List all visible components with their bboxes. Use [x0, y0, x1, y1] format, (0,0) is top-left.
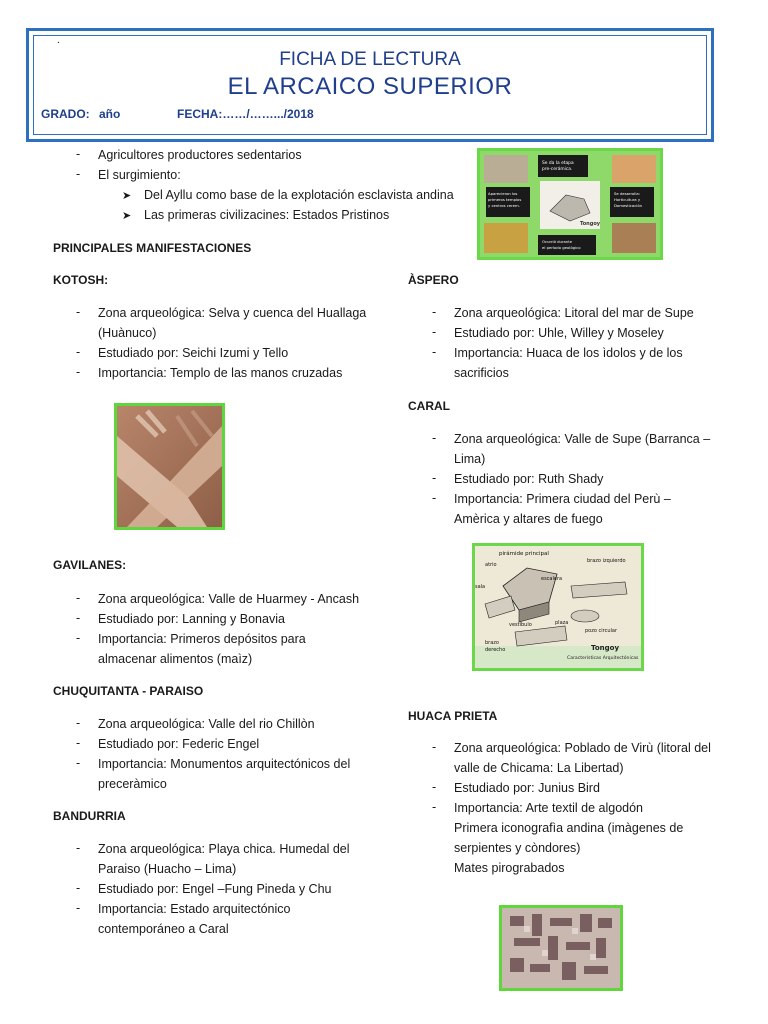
- plan-label-vestibulo: vestíbulo: [509, 622, 532, 628]
- bandurria-zona: Zona arqueológica: Playa chica. Humedal del: [98, 842, 350, 856]
- bullet-dash: -: [76, 756, 81, 770]
- caral-importancia-cont: Amèrica y altares de fuego: [454, 512, 603, 526]
- bullet-dash: -: [76, 611, 81, 625]
- fecha-label: FECHA:……/…….../2018: [177, 107, 314, 121]
- bullet-dash: -: [432, 740, 437, 754]
- caral-importancia: Importancia: Primera ciudad del Perù –: [454, 492, 671, 506]
- svg-text:Domesticación: Domesticación: [614, 203, 643, 208]
- bullet-dash: -: [432, 491, 437, 505]
- plan-label-sala: sala: [475, 584, 486, 590]
- kotosh-importancia: Importancia: Templo de las manos cruzadas: [98, 366, 343, 380]
- kotosh-heading: KOTOSH:: [53, 273, 109, 287]
- plan-caption: Características Arquitectónicas: [567, 656, 639, 661]
- bullet-dash: -: [76, 167, 81, 181]
- huaca-zona-cont: valle de Chicama: La Libertad): [454, 761, 624, 775]
- plan-label-brazo-der: brazo: [485, 640, 499, 646]
- bullet-dash: -: [76, 841, 81, 855]
- chuquitanta-estudiado: Estudiado por: Federic Engel: [98, 737, 260, 751]
- bandurria-zona-cont: Paraiso (Huacho – Lima): [98, 862, 237, 876]
- bullet-dash: -: [76, 365, 81, 379]
- chuquitanta-importancia: Importancia: Monumentos arquitectónicos del: [98, 757, 351, 771]
- bandurria-importancia: Importancia: Estado arquitectónico: [98, 902, 291, 916]
- bullet-dash: -: [76, 147, 81, 161]
- huaca-importancia-cont: Primera iconografìa andina (imàgenes de: [454, 821, 684, 835]
- bullet-dash: -: [432, 431, 437, 445]
- kotosh-zona: Zona arqueológica: Selva y cuenca del Huallaga: [98, 306, 367, 320]
- chuquitanta-heading: CHUQUITANTA - PARAISO: [53, 684, 204, 698]
- plan-label-atrio: atrio: [485, 562, 497, 568]
- plan-label-piramide: pirámide principal: [499, 551, 549, 557]
- arrow-bullet-icon: ➤: [122, 210, 132, 222]
- grado-label: GRADO:: [41, 107, 90, 121]
- huaca-importancia: Importancia: Arte textil de algodón: [454, 801, 644, 815]
- bullet-dash: -: [76, 736, 81, 750]
- gavilanes-heading: GAVILANES:: [53, 558, 127, 572]
- huaca-importancia-cont: serpientes y còndores): [454, 841, 581, 855]
- intro-item: Agricultores productores sedentarios: [98, 148, 302, 162]
- intro-item: El surgimiento:: [98, 168, 181, 182]
- document-subtitle: EL ARCAICO SUPERIOR: [227, 73, 513, 100]
- textile-image: [499, 905, 623, 991]
- bullet-dash: -: [76, 345, 81, 359]
- header-box: [26, 28, 714, 142]
- gavilanes-zona: Zona arqueológica: Valle de Huarmey - Ancash: [98, 592, 360, 606]
- chuquitanta-zona: Zona arqueológica: Valle del rio Chillòn: [98, 717, 315, 731]
- diagram-brand-text: Tongoy: [580, 221, 601, 227]
- plan-label-pozo: pozo circular: [585, 628, 618, 634]
- caral-estudiado: Estudiado por: Ruth Shady: [454, 472, 604, 486]
- bullet-dash: -: [432, 345, 437, 359]
- intro-subitem: Las primeras civilizacines: Estados Pristinos: [144, 208, 390, 222]
- bullet-dash: -: [76, 591, 81, 605]
- svg-text:el período geológico: el período geológico: [542, 245, 581, 250]
- huaca-importancia-cont: Mates pirograbados: [454, 861, 565, 875]
- bandurria-estudiado: Estudiado por: Engel –Fung Pineda y Chu: [98, 882, 332, 896]
- bullet-dash: -: [432, 800, 437, 814]
- chuquitanta-importancia-cont: preceràmico: [98, 777, 167, 791]
- plan-brand: Tongoy: [591, 644, 620, 652]
- caral-zona: Zona arqueológica: Valle de Supe (Barranca –: [454, 432, 711, 446]
- huaca-prieta-heading: HUACA PRIETA: [408, 709, 498, 723]
- huaca-estudiado: Estudiado por: Junius Bird: [454, 781, 600, 795]
- aspero-zona: Zona arqueológica: Litoral del mar de Supe: [454, 306, 694, 320]
- diagram-left-text: Aparecieron los: [488, 191, 518, 196]
- crossed-hands-image: [114, 403, 225, 530]
- plan-label-escalera: escalera: [541, 576, 563, 582]
- arrow-bullet-icon: ➤: [122, 190, 132, 202]
- gavilanes-importancia: Importancia: Primeros depósitos para: [98, 632, 306, 646]
- aspero-importancia-cont: sacrificios: [454, 366, 509, 380]
- svg-text:primeros templos: primeros templos: [488, 197, 522, 202]
- bullet-dash: -: [76, 631, 81, 645]
- intro-subitem: Del Ayllu como base de la explotación esclavista andina: [144, 188, 454, 202]
- diagram-bottom-text: Ocurrió durante: [542, 239, 573, 244]
- kotosh-estudiado: Estudiado por: Seichi Izumi y Tello: [98, 346, 289, 360]
- diagram-right-text: Se desarrolla:: [614, 191, 641, 196]
- diagram-top-text: Se da la etapa: [542, 161, 574, 166]
- aspero-estudiado: Estudiado por: Uhle, Willey y Moseley: [454, 326, 664, 340]
- bullet-dash: -: [432, 780, 437, 794]
- bullet-dash: -: [432, 325, 437, 339]
- kotosh-zona-cont: (Huànuco): [98, 326, 157, 340]
- document-title: FICHA DE LECTURA: [279, 49, 461, 70]
- caral-plan-image: [472, 543, 644, 671]
- caral-zona-cont: Lima): [454, 452, 486, 466]
- svg-text:derecho: derecho: [485, 647, 506, 653]
- bullet-dash: -: [76, 901, 81, 915]
- gavilanes-estudiado: Estudiado por: Lanning y Bonavia: [98, 612, 285, 626]
- plan-label-plaza: plaza: [555, 620, 569, 626]
- bullet-dash: -: [76, 881, 81, 895]
- huaca-zona: Zona arqueológica: Poblado de Virù (litoral del: [454, 741, 711, 755]
- aspero-heading: ÀSPERO: [408, 273, 459, 287]
- section-heading: PRINCIPALES MANIFESTACIONES: [53, 241, 252, 255]
- bullet-dash: -: [76, 305, 81, 319]
- svg-text:Horticultura y: Horticultura y: [614, 197, 641, 202]
- bullet-dash: -: [432, 471, 437, 485]
- gavilanes-importancia-cont: almacenar alimentos (maìz): [98, 652, 253, 666]
- aspero-importancia: Importancia: Huaca de los ìdolos y de los: [454, 346, 683, 360]
- caral-heading: CARAL: [408, 399, 450, 413]
- ano-label: año: [99, 107, 121, 121]
- bandurria-heading: BANDURRIA: [53, 809, 126, 823]
- bandurria-importancia-cont: contemporáneo a Caral: [98, 922, 229, 936]
- bullet-dash: -: [432, 305, 437, 319]
- svg-text:y centros cerem.: y centros cerem.: [488, 203, 520, 208]
- plan-label-brazo-izq: brazo izquierdo: [587, 558, 626, 564]
- arcaico-diagram-svg: [480, 151, 660, 257]
- header-dot: .: [57, 35, 60, 46]
- arcaico-diagram-image: [477, 148, 663, 260]
- svg-text:pre-cerámica.: pre-cerámica.: [542, 167, 573, 172]
- bullet-dash: -: [76, 716, 81, 730]
